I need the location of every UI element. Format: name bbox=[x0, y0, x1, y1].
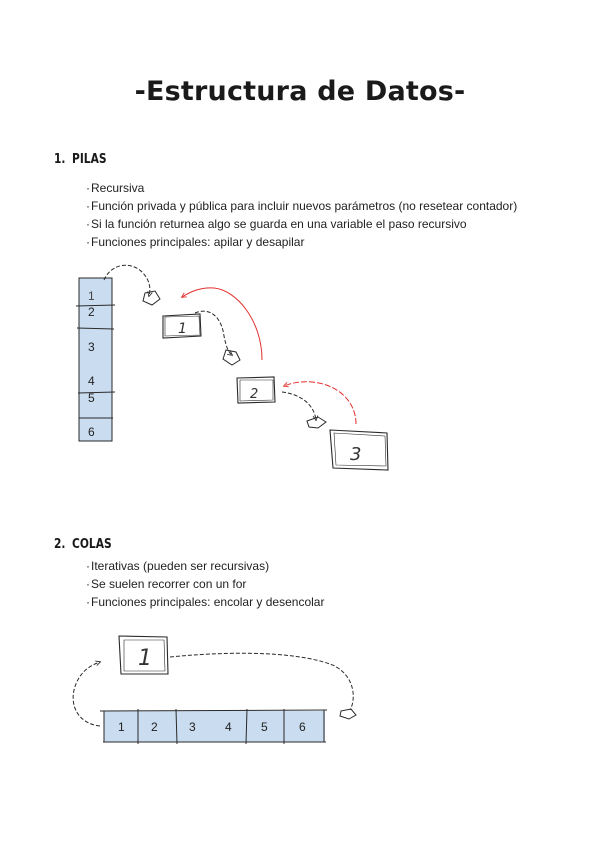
dequeue-arrow bbox=[73, 662, 100, 726]
stack-cell-label: 2 bbox=[88, 305, 95, 319]
queue-frame bbox=[104, 711, 325, 742]
bullet-text: Recursiva bbox=[91, 181, 145, 195]
call-arrow-head bbox=[307, 417, 326, 428]
bullet-marker: · bbox=[86, 595, 90, 609]
bullet-marker: · bbox=[86, 217, 90, 231]
queue-cell-label: 1 bbox=[118, 720, 125, 734]
stack-cell-label: 6 bbox=[88, 425, 95, 439]
bullet-text: Se suelen recorrer con un for bbox=[91, 577, 247, 591]
bullet-text: Función privada y pública para incluir nuevos parámetros (no resetear contador) bbox=[91, 199, 518, 213]
enqueue-arrow-head bbox=[340, 709, 356, 719]
call-arrow-head bbox=[223, 350, 240, 365]
stack-cell-label: 3 bbox=[88, 340, 95, 354]
enqueue-arrow bbox=[170, 653, 353, 710]
page-title: -Estructura de Datos- bbox=[134, 76, 466, 107]
queue-cell-label: 2 bbox=[151, 720, 158, 734]
section-number: 1. bbox=[54, 152, 66, 167]
bullet-marker: · bbox=[86, 577, 90, 591]
bullet-marker: · bbox=[86, 181, 90, 195]
section-number: 2. bbox=[54, 537, 66, 552]
call-box bbox=[330, 430, 388, 470]
call-box-label: 2 bbox=[250, 387, 259, 402]
queue-edge bbox=[100, 710, 327, 711]
return-arrow bbox=[182, 288, 262, 360]
call-box bbox=[237, 377, 275, 403]
dequeued-box bbox=[119, 636, 168, 674]
stack-cell-label: 4 bbox=[88, 374, 95, 388]
bullet-marker: · bbox=[86, 199, 90, 213]
bullet-text: Funciones principales: apilar y desapilar bbox=[91, 235, 305, 249]
section-title: PILAS bbox=[72, 152, 107, 167]
bullet-text: Iterativas (pueden ser recursivas) bbox=[91, 559, 270, 573]
call-box bbox=[163, 314, 201, 338]
bullet-text: Funciones principales: encolar y desencolar bbox=[91, 595, 325, 609]
call-box-label: 3 bbox=[350, 444, 362, 465]
queue-cell-label: 6 bbox=[299, 720, 306, 734]
bullet-marker: · bbox=[86, 559, 90, 573]
call-arrow bbox=[282, 392, 316, 420]
queue-diagram bbox=[100, 709, 327, 744]
call-box-label: 1 bbox=[178, 321, 187, 337]
queue-cell-label: 5 bbox=[261, 720, 268, 734]
queue-cell-label: 4 bbox=[225, 720, 232, 734]
stack-cell-label: 1 bbox=[88, 289, 95, 303]
section-title: COLAS bbox=[72, 537, 112, 552]
bullet-marker: · bbox=[86, 235, 90, 249]
call-arrow-head bbox=[143, 291, 160, 305]
bullet-text: Si la función returnea algo se guarda en una variable el paso recursivo bbox=[91, 217, 467, 231]
stack-frame bbox=[79, 278, 112, 441]
queue-cell-label: 3 bbox=[189, 720, 196, 734]
stack-cell-label: 5 bbox=[88, 391, 95, 405]
stack-diagram bbox=[76, 278, 115, 441]
dequeued-box-label: 1 bbox=[138, 646, 152, 671]
